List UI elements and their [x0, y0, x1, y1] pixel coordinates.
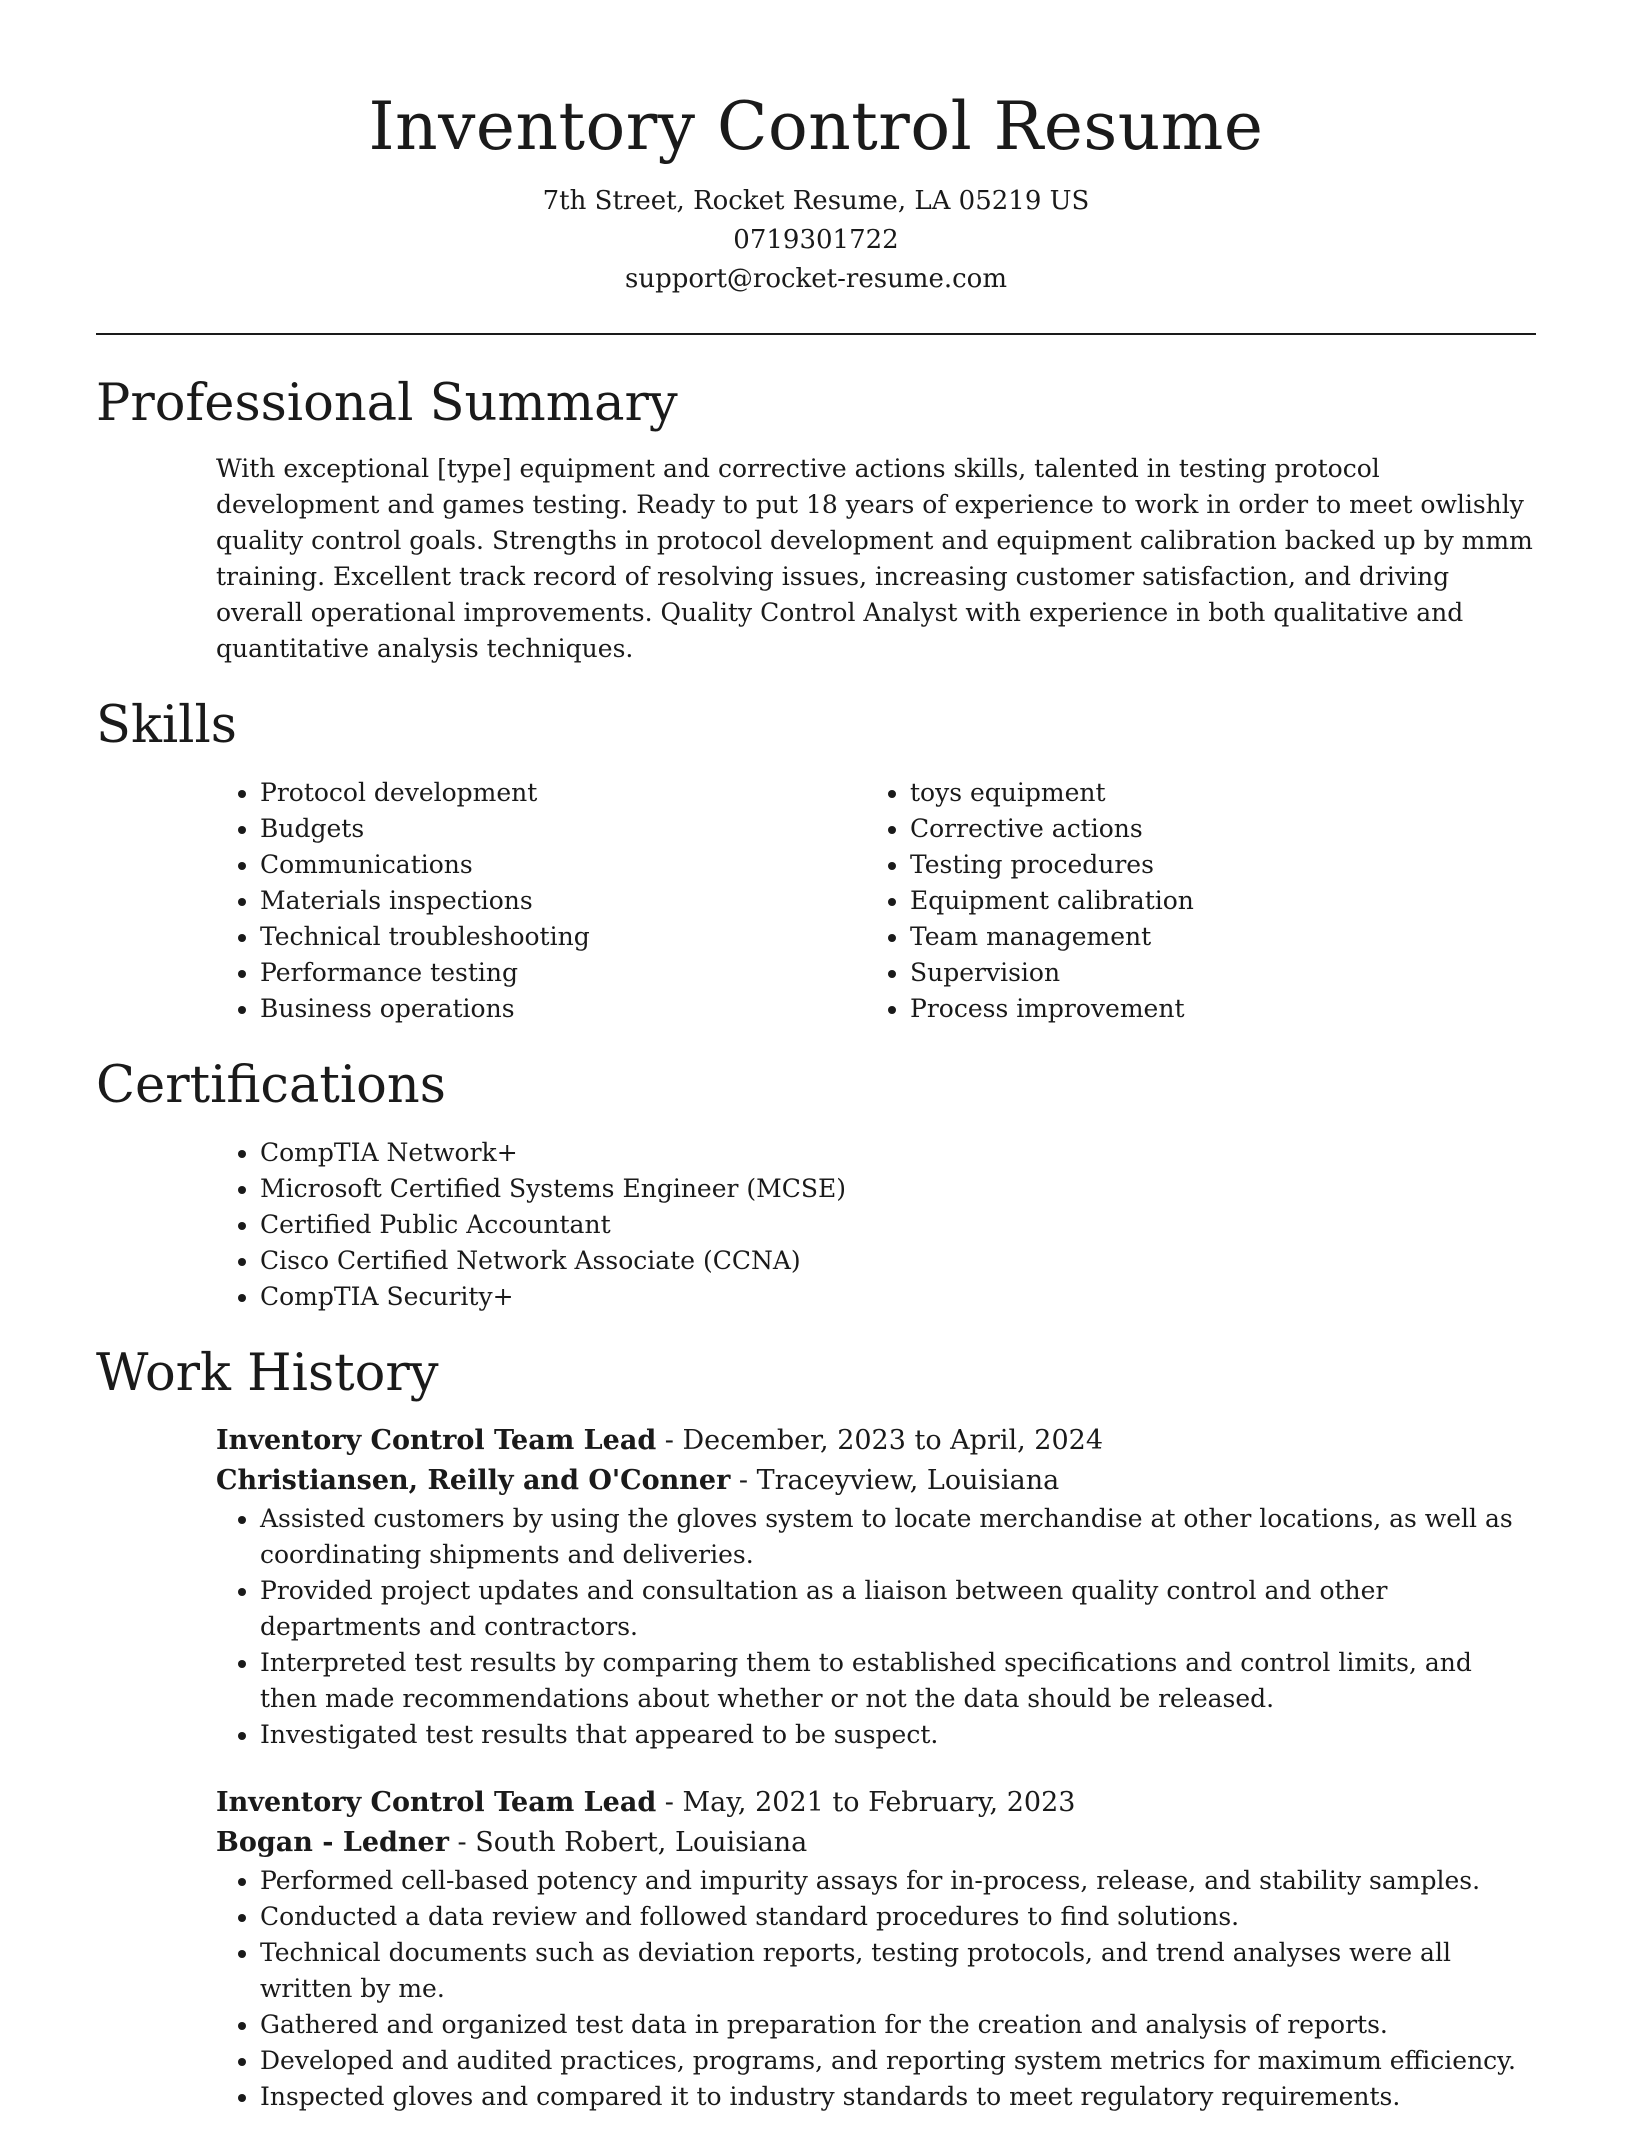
job-duty-item: • Developed and audited practices, programs, and reporting system metrics for maximum efficiency. [260, 2043, 1536, 2079]
skill-item: • Technical troubleshooting [260, 919, 866, 955]
jobs-list [216, 1421, 1536, 2115]
skill-item: • Performance testing [260, 955, 866, 991]
skills-heading: Skills [96, 696, 237, 755]
job-duty-item: • Performed cell-based potency and impurity assays for in-process, release, and stability samples. [260, 1863, 1536, 1899]
summary-section [96, 369, 1536, 667]
skill-item: • Process improvement [910, 991, 1516, 1027]
skill-item: • Communications [260, 847, 866, 883]
job-location: - South Robert, Louisiana [448, 1827, 808, 1858]
job-duty-item: • Interpreted test results by comparing them to established specifications and control limits, and then made recommendations about whether or not the data should be released. [260, 1645, 1536, 1717]
job-duties-list [216, 1863, 1536, 2115]
skill-item: • Materials inspections [260, 883, 866, 919]
certifications-section [96, 1051, 1536, 1315]
job-entry [216, 1421, 1536, 1753]
job-role: Inventory Control Team Lead [216, 1787, 657, 1818]
skills-column-right [866, 775, 1516, 1027]
certifications-heading: Certifications [96, 1056, 446, 1115]
phone: 0719301722 [733, 225, 899, 255]
certification-item: • Microsoft Certified Systems Engineer (MCSE) [260, 1171, 1536, 1207]
summary-text: With exceptional [type] equipment and corrective actions skills, talented in testing protocol development and games testing. Ready to put 18 years of experience to work in order to meet owlishly quality control goals. Strengths in protocol development and equipment calibration backed up by mmm training. Excellent track record of resolving issues, increasing customer satisfaction, and driving overall operational improvements. Quality Control Analyst with experience in both qualitative and quantitative analysis techniques. [216, 454, 1533, 663]
job-title-line [216, 1421, 1536, 1461]
job-duty-item: • Provided project updates and consultation as a liaison between quality control and other departments and contractors. [260, 1573, 1536, 1645]
resume-title: Inventory Control Resume [368, 88, 1264, 165]
email: support@rocket-resume.com [624, 264, 1007, 294]
job-company-line [216, 1461, 1536, 1501]
skills-column-left [216, 775, 866, 1027]
certifications-list [216, 1135, 1536, 1315]
skill-item: • Equipment calibration [910, 883, 1516, 919]
certification-item: • Certified Public Accountant [260, 1207, 1536, 1243]
job-entry [216, 1783, 1536, 2115]
certification-item: • Cisco Certified Network Associate (CCNA) [260, 1243, 1536, 1279]
skill-item: • toys equipment [910, 775, 1516, 811]
resume-header [96, 0, 1536, 299]
work-heading: Work History [96, 1344, 439, 1403]
job-dates: - December, 2023 to April, 2024 [656, 1425, 1104, 1456]
job-duty-item: • Conducted a data review and followed standard procedures to find solutions. [260, 1899, 1536, 1935]
job-company: Christiansen, Reilly and O'Conner [216, 1465, 731, 1496]
header-divider [96, 333, 1536, 335]
job-dates: - May, 2021 to February, 2023 [656, 1787, 1076, 1818]
skill-item: • Supervision [910, 955, 1516, 991]
certification-item: • CompTIA Security+ [260, 1279, 1536, 1315]
skills-grid [216, 775, 1536, 1027]
job-duty-item: • Gathered and organized test data in preparation for the creation and analysis of reports. [260, 2007, 1536, 2043]
certification-item: • CompTIA Network+ [260, 1135, 1536, 1171]
job-company-line [216, 1823, 1536, 1863]
skills-list-left [216, 775, 866, 1027]
job-duty-item: • Technical documents such as deviation reports, testing protocols, and trend analyses were all written by me. [260, 1935, 1536, 2007]
job-company: Bogan - Ledner [216, 1827, 449, 1858]
skills-list-right [866, 775, 1516, 1027]
skill-item: • Corrective actions [910, 811, 1516, 847]
job-role: Inventory Control Team Lead [216, 1425, 657, 1456]
job-duty-item: • Assisted customers by using the gloves system to locate merchandise at other locations, as well as coordinating shipments and deliveries. [260, 1501, 1536, 1573]
skill-item: • Budgets [260, 811, 866, 847]
skill-item: • Team management [910, 919, 1516, 955]
job-duties-list [216, 1501, 1536, 1753]
skill-item: • Protocol development [260, 775, 866, 811]
contact-info [96, 182, 1536, 299]
skills-section [96, 691, 1536, 1027]
job-duty-item: • Inspected gloves and compared it to industry standards to meet regulatory requirements. [260, 2079, 1536, 2115]
skill-item: • Business operations [260, 991, 866, 1027]
skill-item: • Testing procedures [910, 847, 1516, 883]
job-title-line [216, 1783, 1536, 1823]
job-location: - Traceyview, Louisiana [730, 1465, 1060, 1496]
address: 7th Street, Rocket Resume, LA 05219 US [542, 186, 1090, 216]
resume-page [96, 0, 1536, 2145]
summary-heading: Professional Summary [96, 374, 678, 433]
work-section [96, 1339, 1536, 2115]
job-duty-item: • Investigated test results that appeared to be suspect. [260, 1717, 1536, 1753]
